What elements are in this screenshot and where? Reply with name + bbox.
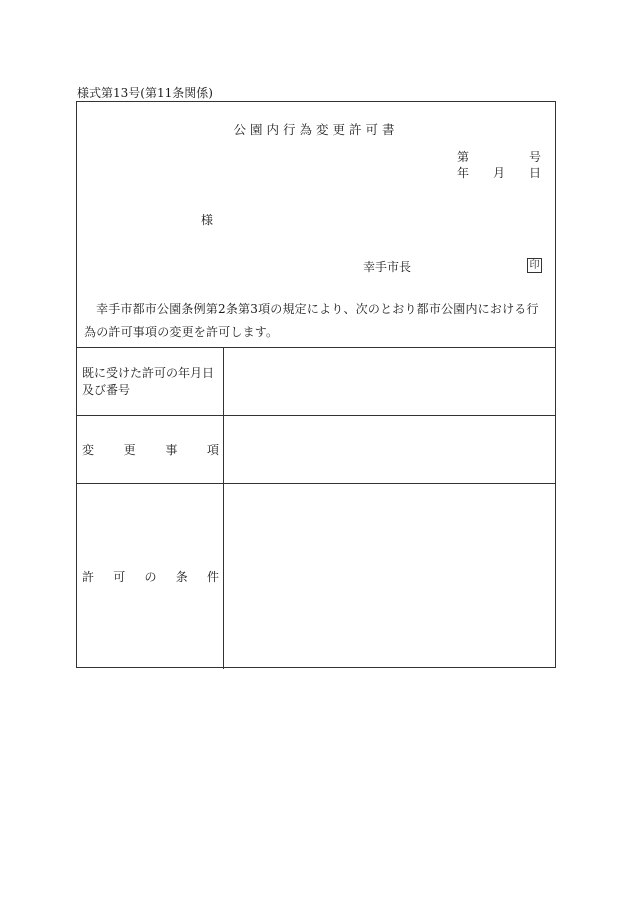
row-label-permit-conditions (76, 484, 224, 669)
date-line (457, 165, 541, 181)
table-row-previous-permit (76, 348, 556, 416)
body-text: 幸手市都市公園条例第2条第3項の規定により、次のとおり都市公園内における行為の許可事項の変更を許可します。 (84, 302, 539, 339)
form-number: 様式第13号(第11条関係) (77, 86, 213, 100)
row-label-previous-permit (76, 348, 224, 415)
label-char: 更 (123, 443, 136, 457)
date-day: 日 (528, 166, 541, 180)
row-value-change-items (224, 416, 556, 483)
date-month: 月 (492, 166, 505, 180)
label-char: 条 (175, 570, 188, 584)
details-table (76, 347, 556, 669)
addressee: 様 (201, 213, 214, 227)
label-char: 項 (206, 443, 219, 457)
table-row-permit-conditions (76, 484, 556, 669)
label-char: 可 (113, 570, 126, 584)
row-label-line1: 既に受けた許可の年月日 (82, 365, 215, 380)
row-label-change-items (76, 416, 224, 483)
label-char: の (144, 570, 157, 584)
label-char: 許 (82, 570, 95, 584)
row-value-previous-permit (224, 348, 556, 415)
label-char: 事 (165, 443, 178, 457)
table-row-change-items (76, 416, 556, 484)
date-year: 年 (457, 166, 470, 180)
seal-mark: 印 (527, 258, 542, 273)
issuer-name: 幸手市長 (363, 260, 412, 274)
number-line (457, 149, 541, 165)
row-label-line2: 及び番号 (82, 382, 131, 397)
label-char: 件 (206, 570, 219, 584)
document-title: 公園内行為変更許可書 (233, 122, 399, 137)
form-frame (76, 101, 556, 668)
number-date-block (457, 149, 541, 181)
number-prefix: 第 (457, 150, 470, 164)
label-char: 変 (82, 443, 95, 457)
row-value-permit-conditions (224, 484, 556, 669)
number-suffix: 号 (528, 150, 541, 164)
